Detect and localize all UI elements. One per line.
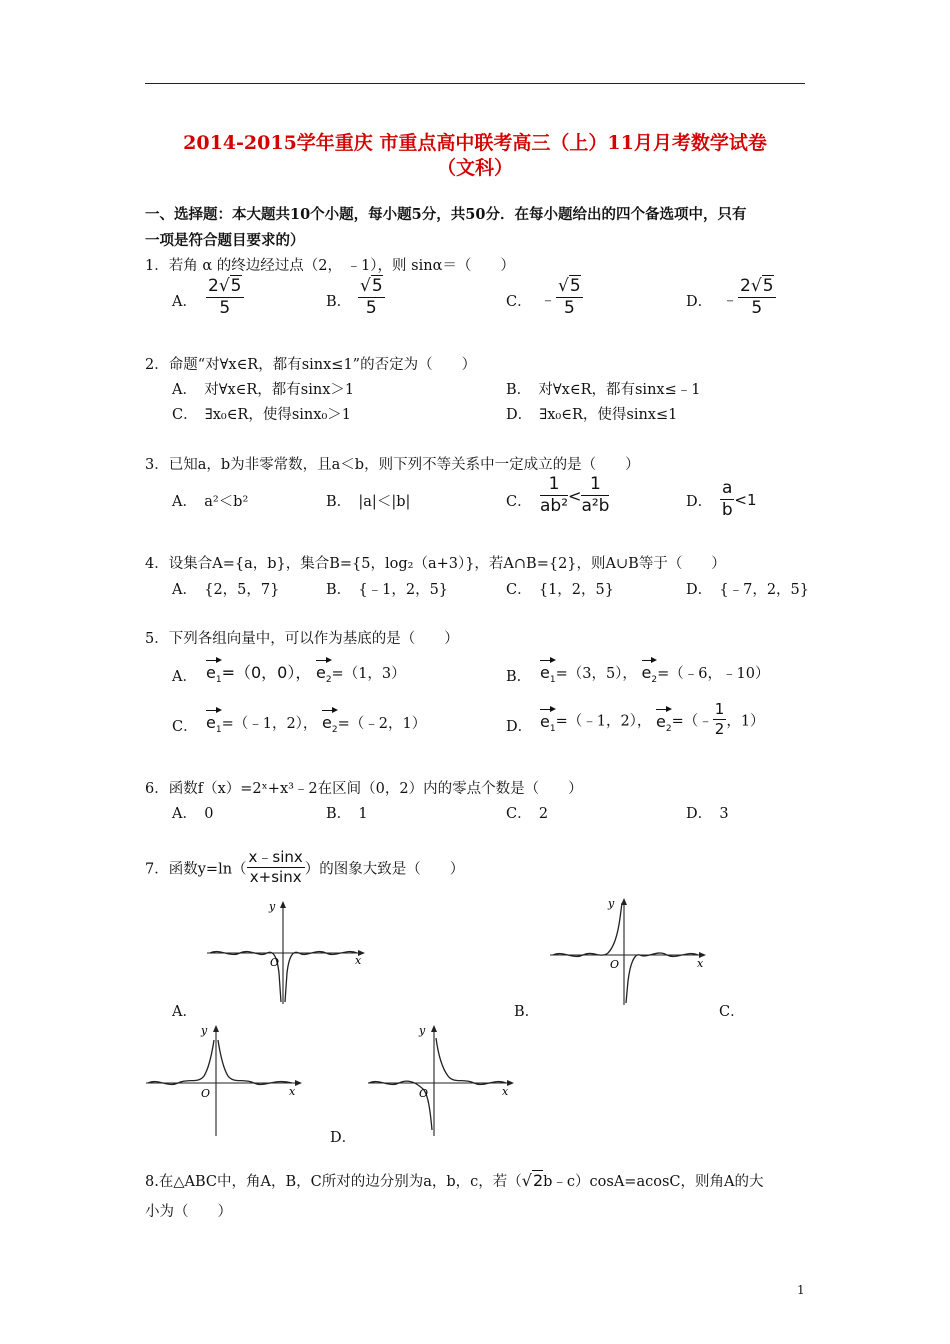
q6-option-b: B． 1 — [326, 806, 368, 822]
q5-option-d-label: D． — [506, 719, 533, 735]
q3-stem: 3．已知a，b为非零常数，且a＜b，则下列不等关系中一定成立的是（ ） — [145, 457, 640, 473]
svg-text:O: O — [270, 956, 280, 969]
q2-option-d: D． ∃x₀∈R，使得sinx≤1 — [506, 407, 678, 423]
q6-option-c: C． 2 — [506, 806, 549, 822]
q7-graph-c — [144, 1018, 314, 1138]
q1-option-b-label: B． — [326, 294, 352, 310]
q8-stem-line2: 小为（ ） — [145, 1204, 232, 1220]
svg-text:y: y — [419, 1024, 426, 1037]
header-rule — [145, 83, 805, 84]
q5-option-d-expression: $e_1=(﹣1$，2）， $e_2=(﹣$ $\frac{1}{2}$ ，1） — [540, 700, 765, 738]
q4-option-b: B． {﹣1，2，5} — [326, 582, 449, 598]
q3-option-a: A． a²＜b² — [172, 494, 249, 510]
q4-option-c: C． {1，2，5} — [506, 582, 614, 598]
q4-option-d: D． {﹣7，2，5} — [686, 582, 810, 598]
section-heading-line2: 一项是符合题目要求的） — [145, 232, 305, 249]
q1-option-d-label: D． — [686, 294, 713, 310]
q1-option-c-fraction: ﹣ $\frac{√5}{5}$ — [540, 276, 581, 318]
q4-stem: 4．设集合A={a，b}，集合B={5，log₂（a+3）}，若A∩B={2}，则A∪B等于（ ） — [145, 556, 726, 572]
q6-stem: 6．函数f（x）=2ˣ+x³﹣2在区间（0，2）内的零点个数是（ ） — [145, 781, 583, 797]
svg-text:x: x — [289, 1085, 296, 1098]
svg-text:y: y — [201, 1024, 208, 1037]
svg-text:O: O — [610, 958, 620, 971]
q7-graph-a — [205, 898, 375, 1008]
svg-text:O: O — [201, 1087, 211, 1100]
q3-option-d-expression: $\frac{a}{b}$ <1 — [721, 478, 757, 520]
q2-stem: 2．命题“对∀x∈R，都有sinx≤1”的否定为（ ） — [145, 357, 477, 373]
q7-graph-d — [366, 1018, 526, 1138]
svg-text:x: x — [502, 1085, 509, 1098]
section-heading-line1: 一、选择题：本大题共10个小题，每小题5分，共50分．在每小题给出的四个备选项中，只有 — [145, 206, 747, 223]
q1-option-c-label: C． — [506, 294, 532, 310]
q7-option-c-label: C． — [719, 1004, 745, 1020]
svg-text:x: x — [697, 957, 704, 970]
q1-stem: 1．若角 α 的终边经过点（2， ﹣1），则 sinα＝（ ） — [145, 258, 515, 274]
q3-option-c-expression: $\frac{1}{\text{ab²}}$ < $\frac{1}{\text{a²b}}$ — [540, 474, 610, 516]
page-number: 1 — [797, 1283, 805, 1297]
q7-option-b-label: B． — [514, 1004, 540, 1020]
exam-subtitle: （文科） — [436, 157, 513, 179]
q5-option-b-label: B． — [506, 669, 532, 685]
q4-option-a: A． {2，5，7} — [172, 582, 280, 598]
q1-option-b-fraction: $\frac{√5}{5}$ — [360, 276, 383, 318]
svg-text:O: O — [419, 1087, 429, 1100]
q5-option-c-expression: $e_1=(﹣1$，2）， $e_2=(﹣2$，1） — [206, 707, 426, 735]
q2-option-b: B． 对∀x∈R，都有sinx≤﹣1 — [506, 382, 701, 398]
q5-stem: 5．下列各组向量中，可以作为基底的是（ ） — [145, 631, 459, 647]
q7-graph-b — [548, 893, 718, 1008]
q8-stem-line1: 8.在△ABC中，角A，B，C所对的边分别为a，b，c，若（√2b﹣c）cosA=acosC，则角A的大 — [145, 1171, 764, 1190]
q5-option-a-label: A． — [172, 669, 197, 685]
q3-option-d-label: D． — [686, 494, 713, 510]
q6-option-d: D． 3 — [686, 806, 729, 822]
q7-option-a-label: A． — [172, 1004, 197, 1020]
q2-option-c: C． ∃x₀∈R，使得sinx₀＞1 — [172, 407, 351, 423]
q2-option-a: A． 对∀x∈R，都有sinx＞1 — [172, 382, 355, 398]
svg-text:y: y — [608, 897, 615, 910]
q5-option-a-expression: $e_1=(0$，0）， $e_2=(1$，3） — [206, 657, 406, 685]
q5-option-c-label: C． — [172, 719, 198, 735]
svg-text:y: y — [269, 900, 276, 913]
q7-stem: 7．函数y=ln（ $\frac{x﹣\sin x}{x+\sin x}$ ）的图象大致是（ ） — [145, 848, 465, 886]
q3-option-b: B． |a|＜|b| — [326, 494, 411, 510]
exam-title: 2014-2015学年重庆 市重点高中联考高三（上）11月月考数学试卷 — [183, 132, 767, 154]
q1-option-a-fraction: $\frac{2√5}{5}$ — [208, 276, 242, 318]
q6-option-a: A． 0 — [172, 806, 214, 822]
q5-option-b-expression: $e_1=(3$，5）， $e_2=(﹣6$，﹣10） — [540, 657, 769, 685]
q3-option-c-label: C． — [506, 494, 532, 510]
q7-option-d-label: D． — [330, 1130, 357, 1146]
svg-text:x: x — [355, 954, 362, 967]
q1-option-a-label: A． — [172, 294, 197, 310]
q1-option-d-fraction: ﹣ $\frac{2√5}{5}$ — [722, 276, 774, 318]
